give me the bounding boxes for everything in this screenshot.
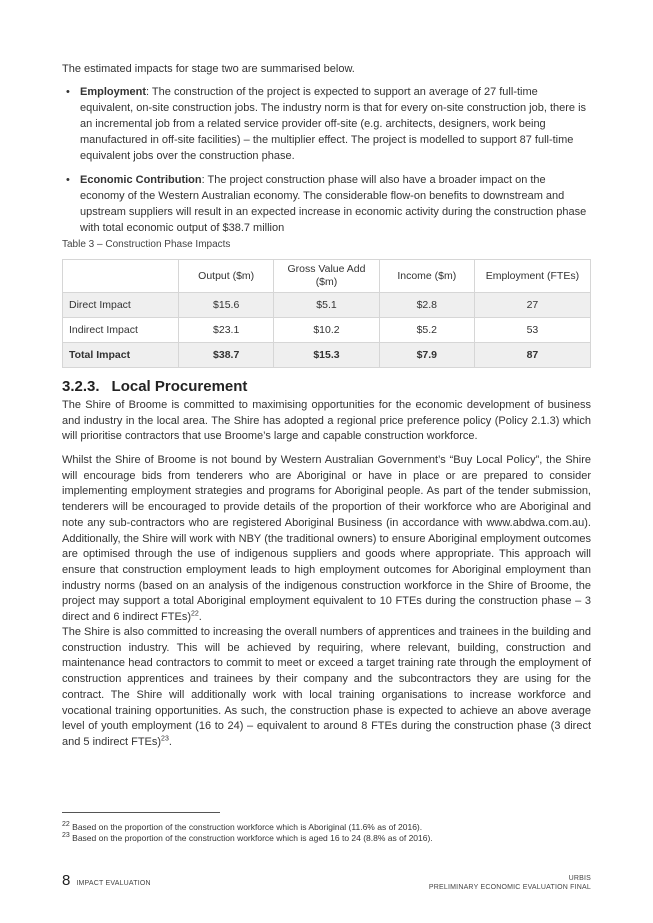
table-cell: 53 [474,318,590,343]
paragraph [62,625,591,751]
table-row-total [63,343,591,368]
footnote-divider [62,812,220,813]
table-row [63,318,591,343]
table-cell: $2.8 [379,293,474,318]
table-caption: Table 3 – Construction Phase Impacts [62,239,231,250]
paragraph-end: . [198,611,202,624]
footnote [62,822,433,833]
footnote [62,833,433,844]
table-cell: Total Impact [63,343,179,368]
column-header: Income ($m) [379,260,474,293]
table-row [63,293,591,318]
table-cell: $5.1 [274,293,380,318]
table-cell: $7.9 [379,343,474,368]
table-cell: $15.3 [274,343,380,368]
document-title: PRELIMINARY ECONOMIC EVALUATION FINAL [428,884,591,891]
column-header [63,260,179,293]
table-cell: $23.1 [179,318,274,343]
bullet-economic-contribution [62,172,592,236]
column-header: Employment (FTEs) [474,260,590,293]
page-section-label: IMPACT EVALUATION [76,880,151,887]
footnote-text: Based on the proportion of the construction workforce which is aged 16 to 24 (8.8% as of 2016). [69,833,433,843]
footnote-number: 23 [62,832,70,840]
construction-impacts-table [62,259,591,368]
table-cell: Indirect Impact [63,318,179,343]
column-header: Output ($m) [179,260,274,293]
paragraph-text: The Shire is also committed to increasing the overall numbers of apprentices and trainees in the building and construction industry. This will be achieved by requiring, where relevant, building, construction and maintenance head contractors to commit to meet or exceed a target training rate through the employment of construction apprentices and trainees by their company and the subcontractors they are using for the contract. The Shire will additionally work with local training organisations to increase workforce and vocational training opportunities. As such, the construction phase is expected to achieve an above average level of youth employment (16 to 24) – equivalent to around 8 FTEs during the construction phase (3 direct and 5 indirect FTEs) [62,626,591,748]
paragraph [62,453,591,626]
company-name: URBIS [568,875,591,882]
bullet-dot-icon: • [66,174,70,186]
table-header-row [63,260,591,293]
paragraph-text: The Shire of Broome is committed to maximising opportunities for the economic development of business and industry in the local area. The Shire has adopted a regional price preference policy (Policy 2.1.3) which will prioritise contractors that use Broome’s large and capable construction workforce. [62,399,591,443]
column-header: Gross Value Add ($m) [274,260,380,293]
footnote-text: Based on the proportion of the construction workforce which is Aboriginal (11.6% as of 2016). [69,822,423,832]
paragraph-end: . [168,735,172,748]
bullet-title: Economic Contribution [80,174,202,186]
footnote-number: 22 [62,821,70,829]
paragraph-text: Whilst the Shire of Broome is not bound by Western Australian Government’s “Buy Local Policy”, the Shire will encourage bids from tenderers who are Aboriginal or have in place or are prepared to consider implementing employment strategies and programs for Aboriginal people. As part of the tender submission, tenderers will be encouraged to provide details of the proportion of their workforce who are Aboriginal and note any sub-contractors who are registered Aboriginal Business (in accordance with www.abdwa.com.au). Additionally, the Shire will work with NBY (the traditional owners) to ensure Aboriginal employment outcomes are optimised through the use of indigenous suppliers and goods where appropriate. This approach will ensure that construction employment leads to high employment outcomes for Aboriginal employment than industry norms (based on an analysis of the indigenous construction workforce in the Shire of Broome, the project may support a total Aboriginal employment equivalent to 10 FTEs during the construction phase – 3 direct and 6 indirect FTEs) [62,454,591,624]
bullet-text: : The construction of the project is expected to support an average of 27 full-time equivalent, on-site construction jobs. The industry norm is that for every on-site construction job, there is an incremental job from a related service provider off-site (e.g. architects, designers, work being manufactured in off-site facilities) – the multiplier effect. The project is modelled to support 87 full-time equivalent jobs over the construction phase. [80,86,587,162]
paragraph [62,398,591,445]
bullet-text: : The project construction phase will also have a broader impact on the economy of the Western Australian economy. The considerable flow-on benefits to downstream and upstream suppliers will result in an expected increase in economic activity during the construction phase with total economic output of $38.7 million [80,174,587,234]
table-cell: $38.7 [179,343,274,368]
table-cell: $15.6 [179,293,274,318]
footnote-ref[interactable]: 22 [191,610,199,618]
bullet-employment [62,84,592,164]
impact-bullet-list [62,84,592,244]
footnote-ref[interactable]: 23 [161,735,169,743]
table-cell: 27 [474,293,590,318]
bullet-dot-icon: • [66,86,70,98]
section-number: 3.2.3. [62,378,100,395]
footnotes [62,822,433,844]
table-cell: $10.2 [274,318,380,343]
table-cell: Direct Impact [63,293,179,318]
page-number: 8 [62,872,71,889]
bullet-title: Employment [80,86,147,98]
intro-text: The estimated impacts for stage two are summarised below. [62,63,355,75]
table-cell: $5.2 [379,318,474,343]
section-heading [62,378,247,395]
section-title: Local Procurement [111,378,248,395]
page-footer-right [429,874,591,892]
table-cell: 87 [474,343,590,368]
page-footer-left [62,872,151,889]
